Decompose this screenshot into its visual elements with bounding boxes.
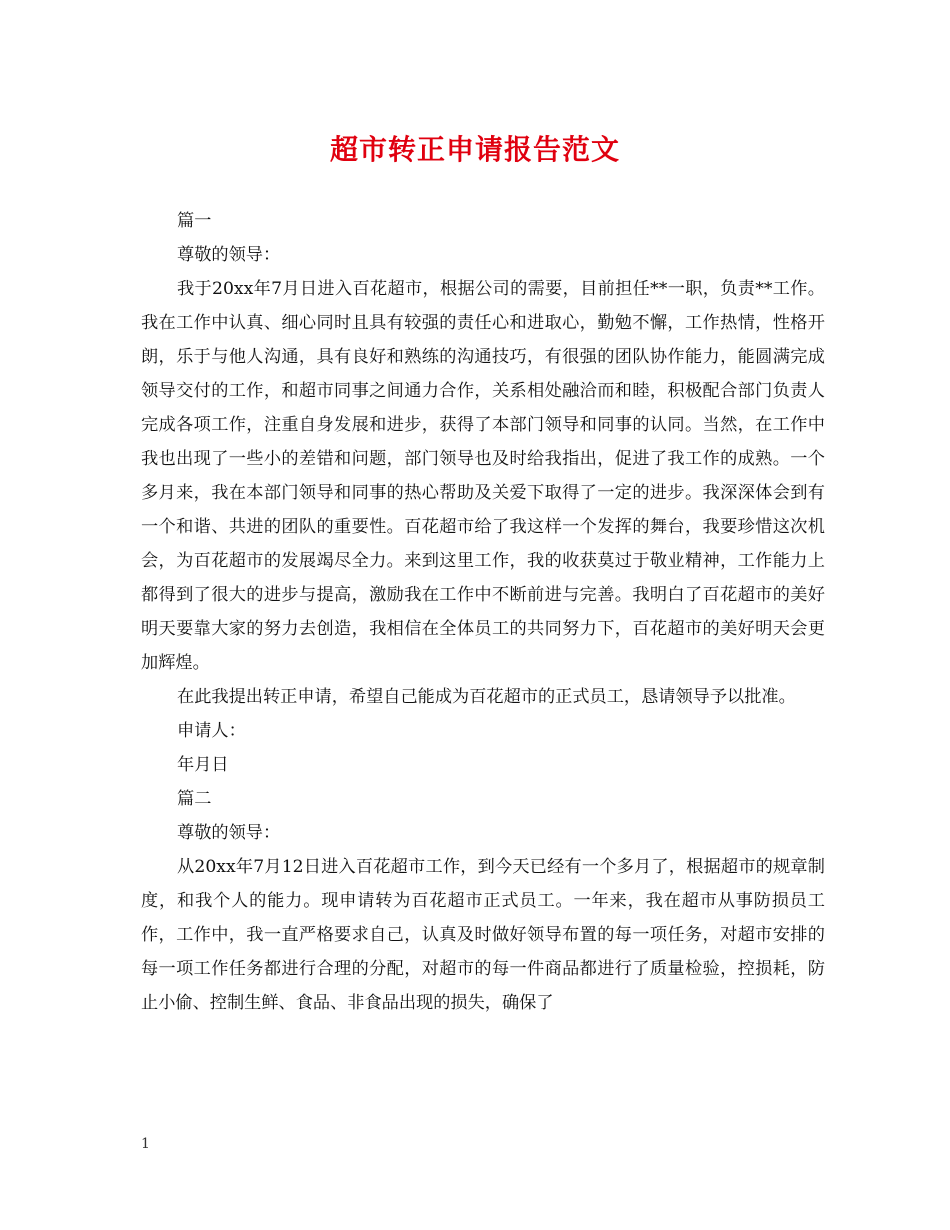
section1-heading: 篇一 — [177, 211, 212, 231]
section1-salutation: 尊敬的领导： — [177, 245, 281, 265]
section1-paragraph-1: 我于20xx年7月日进入百花超市，根据公司的需要，目前担任**一职，负责**工作。我在工作中认真、细心同时且具有较强的责任心和进取心，勤勉不懈，工作热情，性格开朗，乐于与他人沟通，具有良好和熟练的沟通技巧，有很强的团队协作能力，能圆满完成领导交付的工作，和超市同事之间通力合作，关系相处融洽而和睦，积极配合部门负责人完成各项工作，注重自身发展和进步，获得了本部门领导和同事的认同。当然，在工作中我也出现了一些小的差错和问题，部门领导也及时给我指出，促进了我工作的成熟。一个多月来，我在本部门领导和同事的热心帮助及关爱下取得了一定的进步。我深深体会到有一个和谐、共进的团队的重要性。百花超市给了我这样一个发挥的舞台，我要珍惜这次机会，为百花超市的发展竭尽全力。来到这里工作，我的收获莫过于敬业精神，工作能力上都得到了很大的进步与提高，激励我在工作中不断前进与完善。我明白了百花超市的美好明天要靠大家的努力去创造，我相信在全体员工的共同努力下，百花超市的美好明天会更加辉煌。 — [141, 279, 825, 673]
section2-paragraph-1: 从20xx年7月12日进入百花超市工作，到今天已经有一个多月了，根据超市的规章制度，和我个人的能力。现申请转为百花超市正式员工。一年来，我在超市从事防损员工作，工作中，我一直严格要求自己，认真及时做好领导布置的每一项任务，对超市安排的每一项工作任务都进行合理的分配，对超市的每一件商品都进行了质量检验，控损耗，防止小偷、控制生鲜、食品、非食品出现的损失，确保了 — [141, 857, 825, 1013]
document-title: 超市转正申请报告范文 — [329, 133, 620, 166]
page-number: 1 — [141, 1136, 150, 1152]
section2-heading: 篇二 — [177, 789, 212, 809]
section1-paragraph-2: 在此我提出转正申请，希望自己能成为百花超市的正式员工，恳请领导予以批准。 — [177, 687, 796, 707]
section1-applicant: 申请人： — [177, 721, 246, 741]
section2-salutation: 尊敬的领导： — [177, 823, 281, 843]
document-body — [141, 204, 825, 1020]
section1-date: 年月日 — [177, 755, 229, 775]
